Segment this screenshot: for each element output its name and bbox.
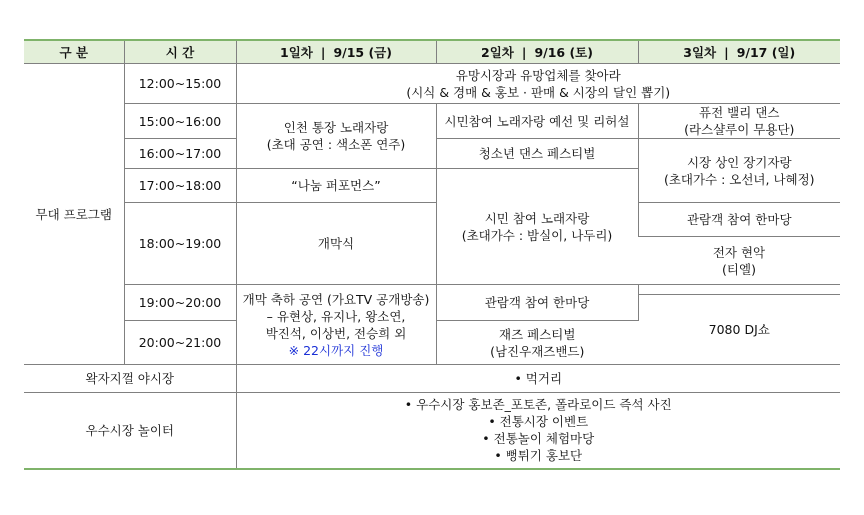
electric-subtitle: (티엘) bbox=[722, 261, 756, 277]
table-row bbox=[24, 203, 840, 237]
fusion-subtitle: (라스샬루이 무용단) bbox=[684, 122, 795, 137]
day3-separator: | bbox=[724, 44, 729, 60]
day1-nanum-cell: “나눔 퍼포먼스” bbox=[236, 169, 436, 203]
header-day1 bbox=[236, 40, 436, 64]
day3-audience-cell: 관람객 참여 한마당 bbox=[638, 203, 840, 237]
day2-label: 2일차 bbox=[481, 44, 514, 60]
day3-merchant-cell bbox=[638, 139, 840, 203]
day1-incheon-cell bbox=[236, 104, 436, 169]
celebration-note: ※ 22시까지 진행 bbox=[288, 342, 384, 358]
day3-fusion-cell bbox=[638, 104, 840, 139]
celebration-line3: 박진석, 이상번, 전승희 외 bbox=[265, 325, 407, 341]
header-category: 구 분 bbox=[24, 40, 124, 64]
day2-youth-dance-cell: 청소년 댄스 페스티벌 bbox=[436, 139, 638, 169]
list-item: • 전통놀이 체험마당 bbox=[482, 431, 595, 447]
day3-dj-cell: 7080 DJ쇼 bbox=[638, 295, 840, 365]
day2-citizen-song-cell bbox=[436, 169, 638, 285]
playground-label: 우수시장 놀이터 bbox=[24, 393, 236, 469]
header-row bbox=[24, 40, 840, 64]
celebration-line2: – 유현상, 유지나, 왕소연, bbox=[266, 308, 406, 324]
day2-jazz-cell bbox=[436, 321, 638, 365]
time-cell: 20:00~21:00 bbox=[124, 321, 236, 365]
time-cell: 17:00~18:00 bbox=[124, 169, 236, 203]
night-market-label: 왁자지껄 야시장 bbox=[24, 365, 236, 393]
time-cell: 16:00~17:00 bbox=[124, 139, 236, 169]
noon-title: 유망시장과 유망업체를 찾아라 bbox=[455, 67, 621, 83]
table-row bbox=[24, 64, 840, 104]
day1-label: 1일차 bbox=[280, 44, 313, 60]
noon-subtitle: (시식 & 경매 & 홍보 · 판매 & 시장의 달인 뽑기) bbox=[406, 84, 671, 100]
playground-items bbox=[236, 393, 840, 469]
list-item: • 먹거리 bbox=[514, 371, 563, 386]
day3-electric-cell bbox=[638, 237, 840, 285]
incheon-title: 인천 통장 노래자랑 bbox=[283, 120, 389, 135]
day3-label: 3일차 bbox=[683, 44, 717, 60]
day3-date: 9/17 (일) bbox=[736, 44, 796, 60]
time-cell: 18:00~19:00 bbox=[124, 203, 236, 285]
day1-separator: | bbox=[320, 44, 326, 60]
day3-spacer-cell bbox=[638, 285, 840, 295]
night-market-items bbox=[236, 365, 840, 393]
day2-prelim-cell: 시민참여 노래자랑 예선 및 리허설 bbox=[436, 104, 638, 139]
day1-celebration-cell bbox=[236, 285, 436, 365]
time-cell: 15:00~16:00 bbox=[124, 104, 236, 139]
list-item: • 뻥튀기 홍보단 bbox=[494, 448, 583, 464]
day2-separator: | bbox=[521, 44, 527, 60]
time-cell: 19:00~20:00 bbox=[124, 285, 236, 321]
table-row bbox=[24, 285, 840, 295]
table-row bbox=[24, 104, 840, 139]
merchant-subtitle: (초대가수 : 오선녀, 나혜정) bbox=[663, 171, 815, 187]
fusion-title: 퓨전 밸리 댄스 bbox=[699, 105, 780, 120]
list-item: • 우수시장 홍보존_포토존, 폴라로이드 즉석 사진 bbox=[404, 397, 672, 413]
jazz-title: 재즈 페스티벌 bbox=[499, 326, 576, 342]
header-day2 bbox=[436, 40, 638, 64]
table-row bbox=[24, 365, 840, 393]
electric-title: 전자 현악 bbox=[712, 244, 766, 260]
header-day3 bbox=[638, 40, 840, 64]
jazz-subtitle: (남진우재즈밴드) bbox=[490, 343, 585, 359]
header-time: 시 간 bbox=[124, 40, 236, 64]
day2-audience-cell: 관람객 참여 한마당 bbox=[436, 285, 638, 321]
day2-date: 9/16 (토) bbox=[534, 44, 593, 60]
noon-program-cell bbox=[236, 64, 840, 104]
table-row bbox=[24, 393, 840, 469]
event-schedule-table bbox=[24, 39, 840, 470]
time-cell: 12:00~15:00 bbox=[124, 64, 236, 104]
list-item: • 전통시장 이벤트 bbox=[488, 414, 589, 430]
day1-date: 9/15 (금) bbox=[333, 44, 392, 60]
citizen-song-title: 시민 참여 노래자랑 bbox=[484, 210, 590, 226]
celebration-line1: 개막 축하 공연 (가요TV 공개방송) bbox=[242, 291, 430, 307]
merchant-title: 시장 상인 장기자랑 bbox=[686, 154, 792, 170]
stage-program-label: 무대 프로그램 bbox=[24, 64, 124, 365]
incheon-subtitle: (초대 공연 : 색소폰 연주) bbox=[266, 137, 406, 152]
day1-opening-cell: 개막식 bbox=[236, 203, 436, 285]
citizen-song-subtitle: (초대가수 : 밤실이, 나두리) bbox=[461, 227, 613, 243]
